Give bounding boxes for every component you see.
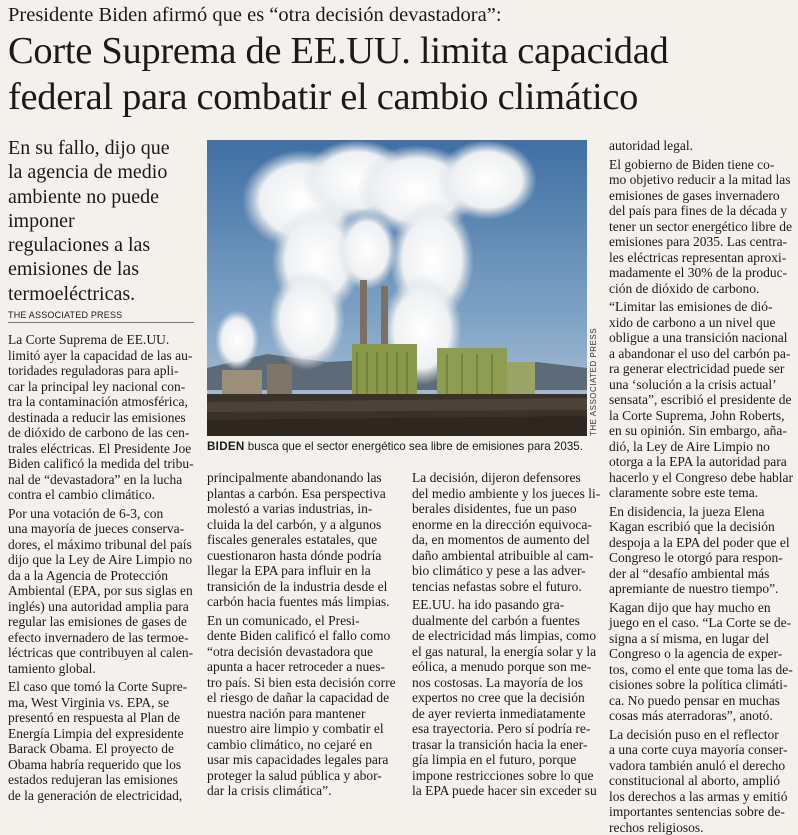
kicker: Presidente Biden afirmó que es “otra decisión devastadora”:: [8, 2, 798, 28]
body-line: nal de “devastadora” en la lucha: [8, 472, 200, 488]
body-line: La decisión, dijeron defensores: [412, 470, 597, 486]
body-column-2: [207, 470, 396, 799]
body-line: tamiento global.: [8, 661, 200, 677]
body-line: tener un sector energético libre de: [609, 219, 798, 235]
deck-line: imponer: [8, 209, 204, 233]
deck-line: la agencia de medio: [8, 160, 204, 184]
body-line: a abandonar el uso del carbón pa-: [609, 346, 798, 362]
body-line: fiscales generales estatales, que: [207, 532, 396, 548]
body-line: dió, la Ley de Aire Limpio no: [609, 439, 798, 455]
body-line: juego en el caso. “La Corte se de-: [609, 615, 798, 631]
body-line: Barack Obama. El proyecto de: [8, 741, 200, 757]
body-line: Energía Limpia del expresidente: [8, 726, 200, 742]
body-line: ción de dióxido de carbono.: [609, 281, 798, 297]
body-line: EE.UU. ha ido pasando gra-: [412, 597, 597, 613]
body-line: el gas natural, la energía solar y la: [412, 644, 597, 660]
body-line: cluida la del carbón, y a algunos: [207, 517, 396, 533]
body-line: autoridad legal.: [609, 138, 798, 154]
deck-line: regulaciones a las: [8, 233, 204, 257]
body-line: signa a sí misma, en lugar del: [609, 631, 798, 647]
body-line: cosas más aterradoras”, anotó.: [609, 708, 798, 724]
body-line: bio climático y pese a las adver-: [412, 563, 597, 579]
body-line: La decisión puso en el reflector: [609, 727, 798, 743]
caption-lead: BIDEN: [207, 440, 245, 453]
body-line: a una corte cuya mayoría conser-: [609, 742, 798, 758]
body-line: sensata”, escribió el presidente de: [609, 392, 798, 408]
body-line: trales eléctricas. El Presidente Joe: [8, 441, 200, 457]
body-line: de la generación de electricidad,: [8, 788, 200, 804]
caption-text: busca que el sector energético sea libre de emisiones para 2035.: [245, 440, 583, 453]
body-line: rechos religiosos.: [609, 820, 798, 835]
photo-credit: THE ASSOCIATED PRESS: [589, 328, 598, 436]
body-line: toridades reguladoras para apli-: [8, 363, 200, 379]
body-line: Kagan dijo que hay mucho en: [609, 600, 798, 616]
body-line: Biden calificó la medida del tribu-: [8, 456, 200, 472]
body-line: La Corte Suprema de EE.UU.: [8, 332, 200, 348]
deck-line: En su fallo, dijo que: [8, 136, 204, 160]
body-line: El caso que tomó la Corte Supre-: [8, 679, 200, 695]
body-line: daño ambiental atribuible al cam-: [412, 548, 597, 564]
headline: [8, 28, 798, 120]
body-line: efecto invernadero de las termoe-: [8, 630, 200, 646]
body-line: vadora también anuló el derecho: [609, 758, 798, 774]
body-line: obligue a una transición nacional: [609, 330, 798, 346]
body-line: usar mis capacidades legales para: [207, 752, 396, 768]
body-line: importantes sentencias sobre de-: [609, 804, 798, 820]
body-line: léctricas que contribuyen al calen-: [8, 645, 200, 661]
headline-line: federal para combatir el cambio climático: [8, 74, 798, 120]
body-line: estados redujeran las emisiones: [8, 772, 200, 788]
body-line: esa trayectoria. Pero sí podría re-: [412, 721, 597, 737]
body-line: de electricidad más limpias, como: [412, 628, 597, 644]
body-line: tra la contaminación atmosférica,: [8, 394, 200, 410]
body-line: apunta a hacer retroceder a nues-: [207, 659, 396, 675]
body-line: constitucional al aborto, amplió: [609, 773, 798, 789]
body-column-4: [609, 138, 798, 835]
body-line: ra generar electricidad puede ser: [609, 361, 798, 377]
body-line: llegar la EPA para influir en la: [207, 563, 396, 579]
body-line: da a la Agencia de Protección: [8, 568, 200, 584]
body-line: en su opinión. Sin embargo, aña-: [609, 423, 798, 439]
body-line: xido de carbono a un nivel que: [609, 315, 798, 331]
headline-line: Corte Suprema de EE.UU. limita capacidad: [8, 28, 798, 74]
body-line: inglés) una autoridad amplia para: [8, 599, 200, 615]
byline: THE ASSOCIATED PRESS: [8, 310, 194, 323]
body-line: nuestro aire limpio y combatir el: [207, 721, 396, 737]
body-line: dar la crisis climática”.: [207, 783, 396, 799]
body-line: Kagan escribió que la decisión: [609, 519, 798, 535]
body-line: nuestra nación para mantener: [207, 706, 396, 722]
body-line: los derechos a las armas y emitió: [609, 789, 798, 805]
body-line: car la principal ley nacional con-: [8, 379, 200, 395]
body-line: del país para fines de la década y: [609, 203, 798, 219]
body-line: gía limpia en el futuro, porque: [412, 752, 597, 768]
body-line: da, en momentos de aumento del: [412, 532, 597, 548]
body-column-1: [8, 332, 200, 803]
body-line: plantas a carbón. Esa perspectiva: [207, 486, 396, 502]
body-line: ma, West Virginia vs. EPA, se: [8, 695, 200, 711]
body-line: apremiante de nuestro tiempo”.: [609, 581, 798, 597]
body-line: En un comunicado, el Presi-: [207, 613, 396, 629]
body-line: proteger la salud pública y abor-: [207, 768, 396, 784]
body-line: En disidencia, la jueza Elena: [609, 504, 798, 520]
body-line: tencias nefastas sobre el futuro.: [412, 579, 597, 595]
deck: [8, 136, 204, 306]
photo: [207, 140, 587, 436]
body-line: Obama habría requerido que los: [8, 757, 200, 773]
deck-line: emisiones de las: [8, 257, 204, 281]
body-line: dente Biden calificó el fallo como: [207, 628, 396, 644]
body-line: cisiones sobre la política climáti-: [609, 677, 798, 693]
body-line: berales disidentes, fue un paso: [412, 501, 597, 517]
body-line: El gobierno de Biden tiene co-: [609, 157, 798, 173]
body-line: el riesgo de dañar la capacidad de: [207, 690, 396, 706]
body-line: otorga a la EPA la autoridad para: [609, 454, 798, 470]
body-line: despoja a la EPA del poder que el: [609, 535, 798, 551]
body-line: tos, como el ente que toma las de-: [609, 662, 798, 678]
body-line: la Corte Suprema, John Roberts,: [609, 408, 798, 424]
body-line: claramente sobre este tema.: [609, 485, 798, 501]
body-line: eólica, a menudo porque son me-: [412, 659, 597, 675]
body-line: les eléctricas representan aproxi-: [609, 250, 798, 266]
body-line: Ambiental (EPA, por sus siglas en: [8, 583, 200, 599]
body-line: presentó en respuesta al Plan de: [8, 710, 200, 726]
power-plant-photo: [207, 140, 587, 436]
body-line: madamente el 30% de la produc-: [609, 265, 798, 281]
body-line: de ayer revierta inmediatamente: [412, 706, 597, 722]
body-line: de dióxido de carbono de las cen-: [8, 425, 200, 441]
body-line: dualmente del carbón a fuentes: [412, 613, 597, 629]
deck-line: ambiente no puede: [8, 185, 204, 209]
body-line: del medio ambiente y los jueces li-: [412, 486, 597, 502]
body-line: dores, el máximo tribunal del país: [8, 537, 200, 553]
body-column-3: [412, 470, 597, 799]
body-line: limitó ayer la capacidad de las au-: [8, 348, 200, 364]
body-line: “Limitar las emisiones de dió-: [609, 299, 798, 315]
body-line: impone restricciones sobre lo que: [412, 768, 597, 784]
body-line: tro país. Si bien esta decisión corre: [207, 675, 396, 691]
body-line: trasar la transición hacia la ener-: [412, 737, 597, 753]
body-line: ca. No puedo pensar en muchas: [609, 693, 798, 709]
body-line: enorme en la dirección equivoca-: [412, 517, 597, 533]
body-line: destinada a reducir las emisiones: [8, 410, 200, 426]
body-line: expertos no cree que la decisión: [412, 690, 597, 706]
body-line: una ‘solución a la crisis actual’: [609, 377, 798, 393]
body-line: Por una votación de 6-3, con: [8, 506, 200, 522]
body-line: molestó a varias industrias, in-: [207, 501, 396, 517]
body-line: Congreso le otorgó para respon-: [609, 550, 798, 566]
body-line: emisiones para 2035. Las centra-: [609, 234, 798, 250]
body-line: nos costosas. La mayoría de los: [412, 675, 597, 691]
body-line: una mayoría de jueces conserva-: [8, 521, 200, 537]
body-line: emisiones de gases invernadero: [609, 188, 798, 204]
photo-caption: [207, 440, 587, 454]
body-line: regular las emisiones de gases de: [8, 614, 200, 630]
body-line: “otra decisión devastadora que: [207, 644, 396, 660]
body-line: transición de la industria desde el: [207, 579, 396, 595]
deck-line: termoeléctricas.: [8, 282, 204, 306]
body-line: contra el cambio climático.: [8, 487, 200, 503]
body-line: cuestionaron hasta dónde podría: [207, 548, 396, 564]
body-line: carbón hacia fuentes más limpias.: [207, 594, 396, 610]
body-line: hacerlo y el Congreso debe hablar: [609, 470, 798, 486]
body-line: la EPA puede hacer sin exceder su: [412, 783, 597, 799]
body-line: Congreso o la agencia de exper-: [609, 646, 798, 662]
body-line: der al “desafío ambiental más: [609, 566, 798, 582]
body-line: cambio climático, no cejaré en: [207, 737, 396, 753]
body-line: principalmente abandonando las: [207, 470, 396, 486]
body-line: mo objetivo reducir a la mitad las: [609, 172, 798, 188]
body-line: dijo que la Ley de Aire Limpio no: [8, 552, 200, 568]
